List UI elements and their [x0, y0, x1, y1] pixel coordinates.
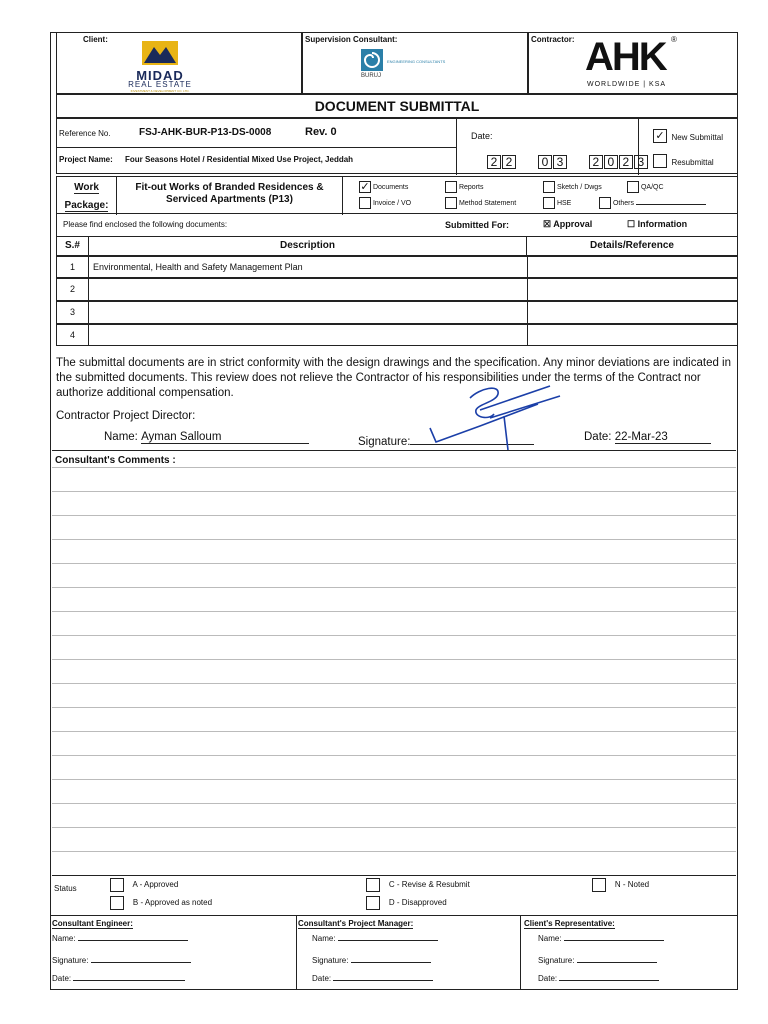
comment-line	[52, 875, 736, 876]
director-name[interactable]: Ayman Salloum	[141, 431, 309, 444]
ce-name-row	[52, 934, 188, 943]
qaqc-label: QA/QC	[640, 183, 664, 191]
documents-checkbox[interactable]: ✓	[360, 181, 370, 193]
work-package-label-2: Package:	[64, 200, 109, 211]
row-description: Environmental, Health and Safety Management Plan	[93, 262, 303, 272]
midad-name: MIDAD	[136, 68, 184, 83]
cr-date-row	[538, 974, 659, 983]
doctype-qaqc[interactable]	[627, 181, 664, 193]
doctype-others[interactable]	[599, 197, 706, 209]
doctype-reports[interactable]	[445, 181, 483, 193]
information-checkbox[interactable]: ☐	[627, 219, 636, 229]
row-number: 1	[57, 257, 89, 277]
status-c[interactable]	[366, 878, 470, 892]
row-details	[527, 325, 738, 345]
director-date-label: Date:	[584, 431, 612, 443]
comment-line	[52, 851, 736, 852]
row-number: 2	[57, 279, 89, 300]
header-sn: S.#	[57, 237, 89, 255]
ahk-registered: ®	[671, 35, 677, 44]
status-n-checkbox[interactable]	[592, 878, 606, 892]
pm-date-label: Date:	[312, 974, 332, 983]
comment-line	[52, 659, 736, 660]
date-boxes	[487, 153, 657, 171]
pm-name-label: Name:	[312, 934, 336, 943]
reports-checkbox[interactable]	[445, 181, 457, 193]
cr-signature-field[interactable]	[577, 962, 657, 963]
date-day-2: 2	[502, 155, 516, 169]
consultant-engineer-title: Consultant Engineer:	[52, 919, 133, 928]
ce-name-label: Name:	[52, 934, 76, 943]
new-submittal-label: New Submittal	[671, 133, 724, 142]
others-field[interactable]	[636, 204, 706, 205]
status-c-checkbox[interactable]	[366, 878, 380, 892]
sketch-label: Sketch / Dwgs	[556, 183, 602, 191]
work-package-label-1: Work	[74, 182, 99, 193]
table-row	[56, 256, 738, 278]
consultant-cell	[302, 32, 528, 94]
reference-value: FSJ-AHK-BUR-P13-DS-0008	[139, 127, 272, 138]
doctype-documents[interactable]	[359, 181, 408, 193]
date-month-2: 3	[553, 155, 567, 169]
row-details	[527, 279, 738, 300]
sketch-checkbox[interactable]	[543, 181, 555, 193]
comment-line	[52, 587, 736, 588]
director-date-row	[584, 431, 711, 444]
comment-line	[52, 803, 736, 804]
date-day-1: 2	[487, 155, 501, 169]
doctype-method[interactable]	[445, 197, 516, 209]
status-a-label: A - Approved	[132, 880, 179, 890]
documents-label: Documents	[372, 183, 409, 191]
ce-name-field[interactable]	[78, 940, 188, 941]
comment-line	[52, 683, 736, 684]
work-package-label-cell	[57, 177, 117, 215]
reference-block	[56, 118, 738, 174]
method-label: Method Statement	[458, 199, 517, 207]
resubmittal-option[interactable]	[653, 152, 714, 170]
status-a[interactable]	[110, 878, 178, 892]
others-label: Others	[612, 199, 634, 207]
date-year-3: 2	[619, 155, 633, 169]
approval-option[interactable]	[543, 219, 592, 230]
date-year-2: 0	[604, 155, 618, 169]
work-package-value-2: Serviced Apartments (P13)	[166, 194, 293, 205]
rev-value: Rev. 0	[305, 126, 337, 138]
comment-line	[52, 467, 736, 468]
header-details: Details/Reference	[590, 240, 674, 251]
statement: The submittal documents are in strict conformity with the design drawings and the specification. Any minor deviations are indicated in the submitted documents. This review does not relieve the Contractor of his responsibilities under the terms of the Contract nor authorize additional compensation.	[56, 357, 732, 399]
invoice-label: Invoice / VO	[372, 199, 412, 207]
pm-signature-field[interactable]	[351, 962, 431, 963]
status-a-checkbox[interactable]	[110, 878, 124, 892]
title-bar	[56, 94, 738, 118]
qaqc-checkbox[interactable]	[627, 181, 639, 193]
reference-divider	[57, 147, 457, 148]
cr-signature-row	[538, 956, 657, 965]
handwritten-signature	[420, 380, 570, 450]
signoff-divider	[296, 916, 297, 990]
enclosed-text: Please find enclosed the following documents:	[63, 220, 228, 229]
cr-signature-label: Signature:	[538, 956, 575, 965]
cr-name-label: Name:	[538, 934, 562, 943]
others-checkbox[interactable]	[599, 197, 611, 209]
hse-checkbox[interactable]	[543, 197, 555, 209]
midad-tagline: REAL ESTATE	[128, 80, 192, 89]
table-header	[56, 236, 738, 256]
project-value: Four Seasons Hotel / Residential Mixed Use Project, Jeddah	[125, 155, 354, 164]
ce-date-field[interactable]	[73, 980, 185, 981]
information-option[interactable]	[627, 219, 687, 230]
pm-date-row	[312, 974, 433, 983]
contractor-cell	[528, 32, 738, 94]
midad-mountain-icon	[142, 41, 178, 65]
status-d[interactable]	[366, 896, 447, 910]
ahk-logo: AHK	[585, 35, 666, 79]
status-n-label: N - Noted	[614, 880, 650, 890]
buruj-spiral-icon	[361, 49, 383, 71]
comment-line	[52, 707, 736, 708]
ce-date-row	[52, 974, 185, 983]
pm-name-row	[312, 934, 438, 943]
row-details	[527, 257, 738, 277]
date-year-4: 3	[634, 155, 648, 169]
comment-line	[52, 779, 736, 780]
pm-date-field[interactable]	[333, 980, 433, 981]
comment-line	[52, 611, 736, 612]
approval-checkbox[interactable]: ☒	[543, 219, 552, 229]
status-b-checkbox[interactable]	[110, 896, 124, 910]
ce-date-label: Date:	[52, 974, 72, 983]
row-number: 3	[57, 302, 89, 323]
consultant-pm-title: Consultant's Project Manager:	[298, 919, 414, 928]
buruj-tagline: ENGINEERING CONSULTANTS	[387, 59, 446, 64]
project-label: Project Name:	[59, 155, 113, 164]
status-b-label: B - Approved as noted	[132, 898, 213, 908]
comments-label: Consultant's Comments :	[55, 455, 176, 466]
comment-line	[52, 731, 736, 732]
information-label: Information	[637, 219, 688, 229]
new-submittal-checkbox[interactable]: ✓	[653, 129, 667, 143]
director-name-label: Name:	[104, 431, 138, 443]
new-submittal-option[interactable]	[653, 127, 723, 145]
work-package-row	[56, 176, 738, 214]
status-b[interactable]	[110, 896, 212, 910]
midad-sub: INVESTMENT & DEVELOPMENT CO. LTD.	[130, 89, 190, 93]
date-label: Date:	[471, 131, 493, 141]
director-name-row	[104, 431, 309, 444]
contractor-label: Contractor:	[531, 35, 575, 44]
status-d-label: D - Disapproved	[388, 898, 447, 908]
invoice-checkbox[interactable]	[359, 197, 371, 209]
row-number: 4	[57, 325, 89, 345]
cr-name-field[interactable]	[564, 940, 664, 941]
comment-line	[52, 563, 736, 564]
table-row	[56, 324, 738, 346]
ahk-tagline: WORLDWIDE | KSA	[587, 81, 667, 88]
row-description	[93, 302, 523, 323]
date-month-1: 0	[538, 155, 552, 169]
resubmittal-label: Resubmittal	[671, 158, 714, 167]
comment-line	[52, 827, 736, 828]
status-d-checkbox[interactable]	[366, 896, 380, 910]
row-details	[527, 302, 738, 323]
comments-box[interactable]	[52, 450, 736, 876]
row-description	[93, 279, 523, 300]
hse-label: HSE	[556, 199, 572, 207]
work-package-value-cell	[117, 177, 343, 215]
doctype-sketch[interactable]	[543, 181, 602, 193]
reference-label: Reference No.	[59, 129, 111, 138]
status-label: Status	[54, 884, 77, 893]
pm-name-field[interactable]	[338, 940, 438, 941]
header-row	[56, 32, 738, 94]
midad-logo	[115, 41, 205, 91]
director-title: Contractor Project Director:	[56, 410, 196, 422]
signoff-row	[50, 915, 738, 990]
work-package-value-1: Fit-out Works of Branded Residences &	[135, 182, 324, 193]
client-cell	[56, 32, 302, 94]
ce-signature-row	[52, 956, 191, 965]
client-label: Client:	[83, 35, 108, 44]
resubmittal-checkbox[interactable]	[653, 154, 667, 168]
table-row	[56, 278, 738, 301]
pm-signature-row	[312, 956, 431, 965]
documents-table	[56, 236, 738, 346]
comment-line	[52, 515, 736, 516]
date-year-1: 2	[589, 155, 603, 169]
buruj-logo	[361, 49, 461, 91]
pm-signature-label: Signature:	[312, 956, 349, 965]
director-date[interactable]: 22-Mar-23	[615, 431, 711, 444]
comment-line	[52, 491, 736, 492]
row-description	[93, 325, 523, 345]
signoff-divider	[520, 916, 521, 990]
ce-signature-field[interactable]	[91, 962, 191, 963]
status-c-label: C - Revise & Resubmit	[388, 880, 470, 890]
status-n[interactable]	[592, 878, 649, 892]
header-description: Description	[89, 237, 527, 255]
cr-date-label: Date:	[538, 974, 558, 983]
comment-line	[52, 539, 736, 540]
cr-date-field[interactable]	[559, 980, 659, 981]
approval-label: Approval	[553, 219, 593, 229]
client-rep-title: Client's Representative:	[524, 919, 615, 928]
reports-label: Reports	[458, 183, 484, 191]
ce-signature-label: Signature:	[52, 956, 89, 965]
comment-line	[52, 635, 736, 636]
consultant-label: Supervision Consultant:	[305, 35, 398, 44]
signature-label: Signature:	[358, 436, 411, 448]
submitted-for-label: Submitted For:	[445, 220, 509, 230]
page-title: DOCUMENT SUBMITTAL	[314, 98, 480, 114]
comment-line	[52, 755, 736, 756]
buruj-name: BURUJ	[361, 73, 382, 79]
enclosed-row	[56, 214, 738, 236]
table-row	[56, 301, 738, 324]
cr-name-row	[538, 934, 664, 943]
method-checkbox[interactable]	[445, 197, 457, 209]
doctype-invoice[interactable]	[359, 197, 411, 209]
doctype-hse[interactable]	[543, 197, 571, 209]
